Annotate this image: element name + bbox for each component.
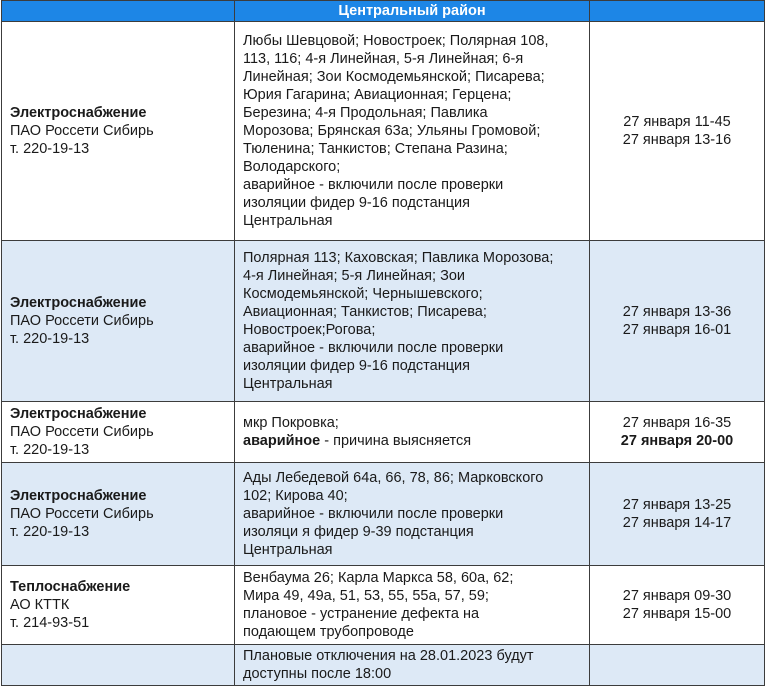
- address-cell: [235, 241, 590, 402]
- address-line: подающем трубопроводе: [243, 624, 414, 640]
- provider-phone: т. 220-19-13: [10, 331, 90, 347]
- address-line: Ады Лебедевой 64а, 66, 78, 86; Марковского: [243, 470, 544, 486]
- service-type: Электроснабжение: [10, 406, 147, 422]
- provider-phone: т. 214-93-51: [10, 615, 90, 631]
- address-line: 102; Кирова 40;: [243, 488, 348, 504]
- address-line: Венбаума 26; Карла Маркса 58, 60а, 62;: [243, 570, 514, 586]
- provider-cell: [2, 402, 235, 463]
- footer-empty-cell: [2, 645, 235, 686]
- header-empty-cell: [590, 1, 765, 22]
- outage-table: [1, 0, 765, 686]
- footer-empty-cell: [590, 645, 765, 686]
- address-cell: [235, 566, 590, 645]
- time-cell: [590, 566, 765, 645]
- provider-cell: [2, 241, 235, 402]
- provider-phone: т. 220-19-13: [10, 442, 90, 458]
- address-line: мкр Покровка;: [243, 415, 339, 431]
- time-end: 27 января 13-16: [622, 132, 732, 148]
- address-line: Березина; 4-я Продольная; Павлика: [243, 105, 488, 121]
- footer-row: [2, 645, 765, 686]
- address-line: изоляции фидер 9-16 подстанция: [243, 358, 470, 374]
- provider-cell: [2, 566, 235, 645]
- address-line: Тюленина; Танкистов; Степана Разина;: [243, 141, 508, 157]
- provider-phone: т. 220-19-13: [10, 141, 90, 157]
- address-line: Полярная 113; Каховская; Павлика Морозова;: [243, 250, 554, 266]
- status-reason: - причина выясняется: [320, 433, 472, 449]
- table-row: [2, 566, 765, 645]
- provider-cell: [2, 463, 235, 566]
- provider-cell: [2, 22, 235, 241]
- time-start: 27 января 13-25: [622, 497, 732, 513]
- header-empty-cell: [2, 1, 235, 22]
- address-line: изоляци я фидер 9-39 подстанция: [243, 524, 474, 540]
- provider-org: ПАО Россети Сибирь: [10, 123, 154, 139]
- address-line: Юрия Гагарина; Авиационная; Герцена;: [243, 87, 512, 103]
- time-cell: [590, 463, 765, 566]
- service-type: Электроснабжение: [10, 295, 147, 311]
- provider-org: ПАО Россети Сибирь: [10, 313, 154, 329]
- address-cell: [235, 402, 590, 463]
- time-cell: [590, 22, 765, 241]
- table-row: [2, 402, 765, 463]
- time-end: 27 января 15-00: [622, 606, 732, 622]
- address-cell: [235, 22, 590, 241]
- provider-org: АО КТТК: [10, 597, 70, 613]
- address-line: Володарского;: [243, 159, 341, 175]
- address-line: аварийное - включили после проверки: [243, 506, 504, 522]
- status-line: [243, 432, 589, 450]
- address-line: 113, 116; 4-я Линейная, 5-я Линейная; 6-я: [243, 51, 524, 67]
- provider-org: ПАО Россети Сибирь: [10, 424, 154, 440]
- address-line: Центральная: [243, 213, 333, 229]
- service-type: Теплоснабжение: [10, 579, 131, 595]
- service-type: Электроснабжение: [10, 105, 147, 121]
- address-line: изоляции фидер 9-16 подстанция: [243, 195, 470, 211]
- time-start: 27 января 11-45: [623, 114, 731, 130]
- time-start: 27 января 09-30: [622, 588, 732, 604]
- time-start: 27 января 13-36: [622, 304, 732, 320]
- provider-phone: т. 220-19-13: [10, 524, 90, 540]
- address-line: Космодемьянской; Чернышевского;: [243, 286, 483, 302]
- address-line: Центральная: [243, 376, 333, 392]
- address-line: Морозова; Брянская 63а; Ульяны Громовой;: [243, 123, 541, 139]
- service-type: Электроснабжение: [10, 488, 147, 504]
- status-label: аварийное: [243, 433, 321, 449]
- time-cell: [590, 402, 765, 463]
- table-header-row: [2, 1, 765, 22]
- time-end: 27 января 14-17: [622, 515, 732, 531]
- address-line: аварийное - включили после проверки: [243, 177, 504, 193]
- district-title: Центральный район: [235, 1, 590, 22]
- address-line: аварийное - включили после проверки: [243, 340, 504, 356]
- address-line: Любы Шевцовой; Новостроек; Полярная 108,: [243, 33, 549, 49]
- address-cell: [235, 463, 590, 566]
- address-line: Авиационная; Танкистов; Писарева;: [243, 304, 487, 320]
- time-end: 27 января 20-00: [620, 433, 734, 449]
- address-line: плановое - устранение дефекта на: [243, 606, 480, 622]
- footer-note-line: доступны после 18:00: [243, 666, 392, 682]
- provider-org: ПАО Россети Сибирь: [10, 506, 154, 522]
- table-row: [2, 22, 765, 241]
- address-line: Мира 49, 49а, 51, 53, 55, 55а, 57, 59;: [243, 588, 489, 604]
- time-end: 27 января 16-01: [622, 322, 732, 338]
- table-row: [2, 241, 765, 402]
- time-start: 27 января 16-35: [622, 415, 732, 431]
- address-line: Центральная: [243, 542, 333, 558]
- address-line: Новостроек;Рогова;: [243, 322, 376, 338]
- address-line: 4-я Линейная; 5-я Линейная; Зои: [243, 268, 466, 284]
- footer-note-line: Плановые отключения на 28.01.2023 будут: [243, 648, 534, 664]
- footer-note-cell: [235, 645, 590, 686]
- time-cell: [590, 241, 765, 402]
- address-line: Линейная; Зои Космодемьянской; Писарева;: [243, 69, 545, 85]
- table-row: [2, 463, 765, 566]
